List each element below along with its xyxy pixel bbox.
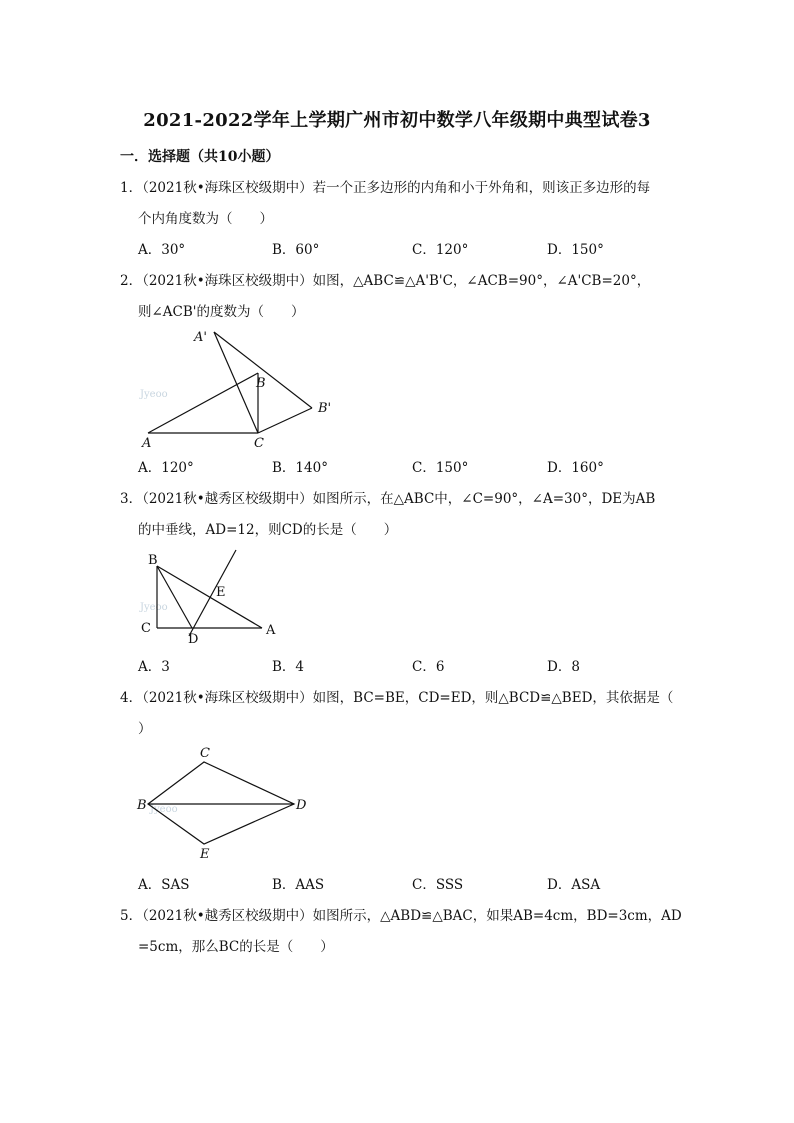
- line-d-e: [189, 550, 236, 636]
- q1-option-a[interactable]: A．30°: [138, 242, 186, 258]
- watermark-2: Jyeoo: [140, 602, 168, 613]
- label-c: C: [141, 621, 151, 636]
- segment-a1-b1: [214, 332, 312, 408]
- q2-option-c[interactable]: C．150°: [412, 460, 469, 476]
- q1-option-c[interactable]: C．120°: [412, 242, 469, 258]
- q3-option-a[interactable]: A．3: [138, 659, 170, 675]
- q4-figure: [130, 742, 330, 864]
- segment-a1-c: [214, 332, 258, 433]
- q3-option-b[interactable]: B．4: [272, 659, 305, 675]
- label-e: E: [200, 847, 210, 862]
- q1-option-b[interactable]: B．60°: [272, 242, 320, 258]
- label-b: B: [137, 798, 147, 813]
- q1-line1: 1．（2021秋•海珠区校级期中）若一个正多边形的内角和小于外角和，则该正多边形的每: [120, 180, 651, 196]
- watermark-3: Jyeoo: [150, 804, 178, 815]
- watermark: Jyeoo: [140, 389, 168, 400]
- q2-figure: [130, 325, 350, 450]
- label-a: A: [142, 436, 152, 450]
- q1-option-d[interactable]: D．150°: [547, 242, 604, 258]
- q3-line2: 的中垂线，AD=12，则CD的长是（ ）: [138, 522, 398, 538]
- label-c: C: [200, 746, 210, 761]
- label-a: A: [266, 623, 276, 638]
- q2-option-d[interactable]: D．160°: [547, 460, 604, 476]
- segment-b1-c: [258, 408, 312, 433]
- q4-option-b[interactable]: B．AAS: [272, 877, 325, 893]
- q1-line2: 个内角度数为（ ）: [138, 211, 273, 227]
- q2-line1: 2．（2021秋•海珠区校级期中）如图，△ABC≌△A'B'C，∠ACB=90°，∠A'CB=20°，: [120, 273, 651, 289]
- q2-option-b[interactable]: B．140°: [272, 460, 328, 476]
- label-c: C: [254, 436, 264, 450]
- q2-line2: 则∠ACB'的度数为（ ）: [138, 304, 305, 320]
- quadrilateral-bcde: [148, 762, 294, 844]
- q4-option-a[interactable]: A．SAS: [138, 877, 190, 893]
- section-heading: 一．选择题（共10小题）: [120, 149, 280, 165]
- segment-b-a: [157, 566, 262, 628]
- q3-line1: 3．（2021秋•越秀区校级期中）如图所示，在△ABC中，∠C=90°，∠A=30°，DE为AB: [120, 491, 656, 507]
- q4-line1: 4．（2021秋•海珠区校级期中）如图，BC=BE，CD=ED，则△BCD≌△BED，其依据是（: [120, 690, 674, 706]
- label-b-prime: B': [318, 401, 332, 416]
- q4-line2: ）: [138, 721, 152, 737]
- q4-option-d[interactable]: D．ASA: [547, 877, 601, 893]
- q5-line1: 5．（2021秋•越秀区校级期中）如图所示，△ABD≌△BAC，如果AB=4cm，BD=3cm，AD: [120, 908, 682, 924]
- page-title: 2021-2022学年上学期广州市初中数学八年级期中典型试卷3: [143, 110, 651, 131]
- q2-option-a[interactable]: A．120°: [138, 460, 194, 476]
- label-b: B: [256, 376, 266, 391]
- label-b: B: [148, 553, 158, 568]
- label-a-prime: A': [194, 330, 207, 345]
- q3-figure: [130, 544, 300, 648]
- segment-b-d: [157, 566, 192, 628]
- label-d: D: [188, 632, 199, 647]
- label-d: D: [296, 798, 307, 813]
- q3-option-c[interactable]: C．6: [412, 659, 445, 675]
- segment-a-b: [148, 373, 258, 433]
- label-e: E: [216, 585, 226, 600]
- q4-option-c[interactable]: C．SSS: [412, 877, 464, 893]
- q3-option-d[interactable]: D．8: [547, 659, 580, 675]
- q5-line2: =5cm，那么BC的长是（ ）: [138, 939, 334, 955]
